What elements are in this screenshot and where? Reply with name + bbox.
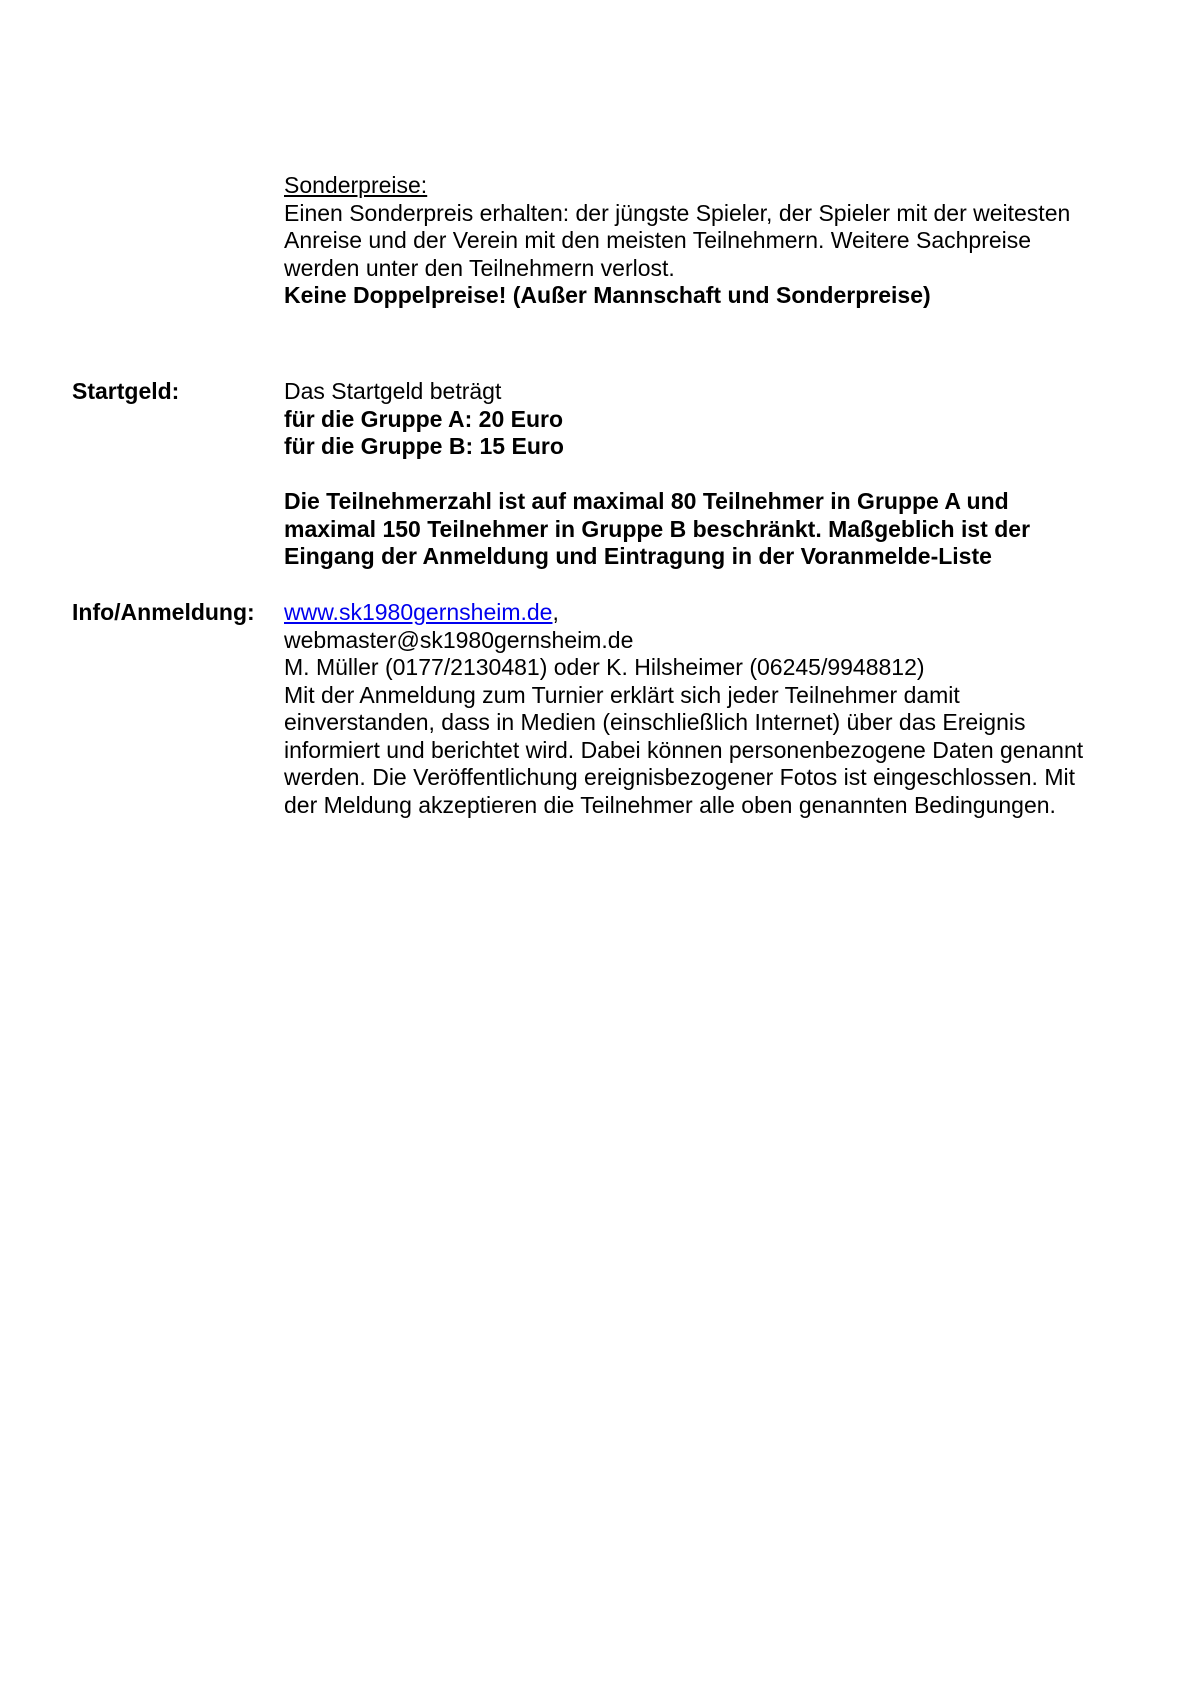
startgeld-content bbox=[284, 378, 1132, 571]
startgeld-limit-line: Die Teilnehmerzahl ist auf maximal 80 Teilnehmer in Gruppe A und bbox=[284, 488, 1009, 514]
spacer bbox=[284, 461, 1132, 489]
consent-line: einverstanden, dass in Medien (einschließlich Internet) über das Ereignis bbox=[284, 709, 1026, 735]
startgeld-group-a: für die Gruppe A: 20 Euro bbox=[284, 405, 564, 432]
consent-line: der Meldung akzeptieren die Teilnehmer alle oben genannten Bedingungen. bbox=[284, 791, 1056, 818]
sonderpreise-text-line: Einen Sonderpreis erhalten: der jüngste Spieler, der Spieler mit der weitesten bbox=[284, 199, 1071, 226]
consent-line: Mit der Anmeldung zum Turnier erklärt sich jeder Teilnehmer damit bbox=[284, 681, 960, 708]
consent-line: werden. Die Veröffentlichung ereignisbezogener Fotos ist eingeschlossen. Mit bbox=[284, 764, 1075, 790]
email-text: webmaster@sk1980gernsheim.de bbox=[284, 626, 634, 653]
consent-line: informiert und berichtet wird. Dabei können personenbezogene Daten genannt bbox=[284, 736, 1084, 763]
startgeld-limit-line: maximal 150 Teilnehmer in Gruppe B beschränkt. Maßgeblich ist der bbox=[284, 515, 1031, 542]
startgeld-limit-line: Eingang der Anmeldung und Eintragung in der Voranmelde-Liste bbox=[284, 543, 992, 569]
sonderpreise-bold-note: Keine Doppelpreise! (Außer Mannschaft und Sonderpreise) bbox=[284, 282, 931, 308]
startgeld-group-b: für die Gruppe B: 15 Euro bbox=[284, 433, 564, 459]
website-suffix: , bbox=[552, 599, 559, 625]
info-content bbox=[284, 599, 1132, 819]
website-line bbox=[284, 599, 1132, 627]
startgeld-intro: Das Startgeld beträgt bbox=[284, 378, 502, 404]
contacts-text: M. Müller (0177/2130481) oder K. Hilsheimer (06245/9948812) bbox=[284, 654, 925, 680]
startgeld-label: Startgeld: bbox=[72, 378, 180, 404]
info-label: Info/Anmeldung: bbox=[72, 599, 255, 625]
sonderpreise-text-line: Anreise und der Verein mit den meisten Teilnehmern. Weitere Sachpreise bbox=[284, 227, 1032, 253]
sonderpreise-heading: Sonderpreise: bbox=[284, 172, 428, 198]
sonderpreise-text-line: werden unter den Teilnehmern verlost. bbox=[284, 254, 675, 281]
website-link[interactable]: www.sk1980gernsheim.de bbox=[284, 599, 553, 625]
sonderpreise-content bbox=[284, 172, 1132, 310]
